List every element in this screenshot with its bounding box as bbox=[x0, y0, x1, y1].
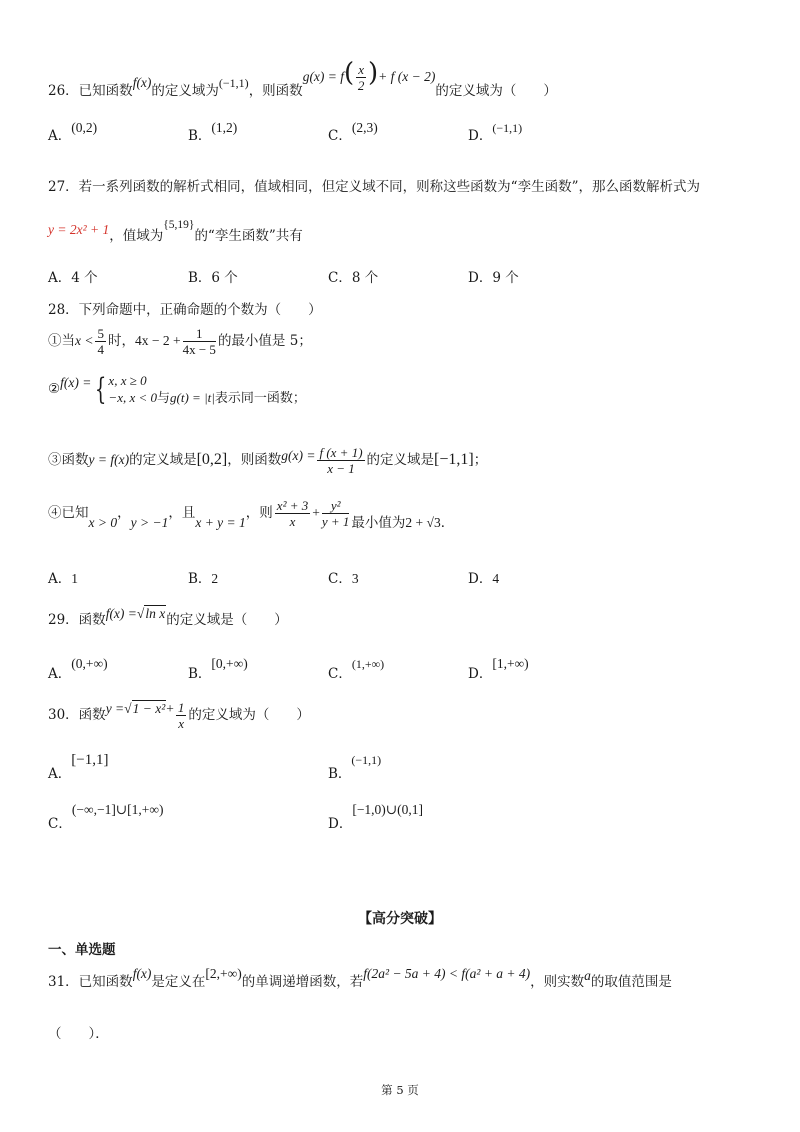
option-c: C．8 个 bbox=[328, 270, 379, 286]
option-c: C．(2,3) bbox=[328, 120, 378, 144]
q27-stem-line2: y = 2x² + 1，值域为{5,19}的“孪生函数”共有 bbox=[48, 219, 303, 244]
option-d: D．[1,+∞) bbox=[468, 656, 529, 682]
option-b: B．(−1,1) bbox=[328, 753, 382, 782]
option-d: D．9 个 bbox=[468, 270, 519, 286]
option-b: B．6 个 bbox=[188, 270, 238, 286]
q28-proposition-2: ②f(x) = { x, x ≥ 0 −x, x < 0与g(t) = |t|表示同一函数； bbox=[48, 371, 306, 407]
q31-stem-line2: （ ）． bbox=[48, 1026, 109, 1042]
q28-proposition-4: ④已知x > 0，y > −1，且x + y = 1，则 $\frac{\text{x² + 3}}{x}$ + $\frac{\text{y²}}{y + 1}$ 最小值为2 + √3． bbox=[48, 498, 455, 531]
q28-stem: 28．下列命题中，正确命题的个数为（ ） bbox=[48, 302, 322, 318]
q31-stem: 31．已知函数f(x)是定义在[2,+∞)的单调递增函数，若f(2a² − 5a + 4) < f(a² + a + 4)，则实数a的取值范围是 bbox=[48, 966, 672, 990]
option-b: B．(1,2) bbox=[188, 120, 238, 144]
option-d: D．(−1,1) bbox=[468, 121, 523, 144]
option-c: C．3 bbox=[328, 571, 359, 587]
q28-proposition-1: ①当x < $\frac{5}{4}$ 时，4x − 2 + $\frac{1}{4x - 5}$ 的最小值是 5； bbox=[48, 326, 312, 357]
option-b: B．[0,+∞) bbox=[188, 656, 248, 682]
option-a: A．4 个 bbox=[48, 270, 98, 286]
q27-stem-line1: 27．若一系列函数的解析式相同，值域相同，但定义域不同，则称这些函数为“孪生函数”，那么函数解析式为 bbox=[48, 179, 700, 195]
page-number: 第 5 页 bbox=[381, 1083, 419, 1097]
twin-function-formula: y = 2x² + 1 bbox=[48, 222, 110, 237]
option-d: D．[−1,0)∪(0,1] bbox=[328, 802, 423, 832]
q26-stem: 26．已知函数f(x)的定义域为(−1,1)，则函数g(x) = f( $\frac{x}{2}$ )+ f (x − 2)的定义域为（ ） bbox=[48, 58, 557, 99]
option-d: D．4 bbox=[468, 571, 500, 587]
q26-options: A．(0,2) bbox=[48, 120, 98, 144]
option-c: C．(−∞,−1]∪[1,+∞) bbox=[48, 802, 164, 832]
option-a: A．1 bbox=[48, 571, 78, 587]
option-a: A．[−1,1] bbox=[48, 752, 109, 782]
option-a: A．(0,+∞) bbox=[48, 656, 108, 682]
option-b: B．2 bbox=[188, 571, 219, 587]
q30-stem: 30．函数y =√1 − x²+ $\frac{1}{x}$ 的定义域为（ ） bbox=[48, 700, 310, 731]
section-title: 【高分突破】 bbox=[358, 911, 442, 927]
option-a: A． bbox=[48, 128, 72, 144]
option-c: C．(1,+∞) bbox=[328, 657, 385, 682]
q29-stem: 29．函数f(x) =√ln x的定义域是（ ） bbox=[48, 606, 288, 628]
section-subtitle: 一、单选题 bbox=[48, 942, 116, 958]
q28-proposition-3: ③函数y = f(x)的定义域是[0,2]，则函数g(x) = $\frac{f (x + 1)}{x - 1}$ 的定义域是[−1,1]； bbox=[48, 445, 488, 476]
